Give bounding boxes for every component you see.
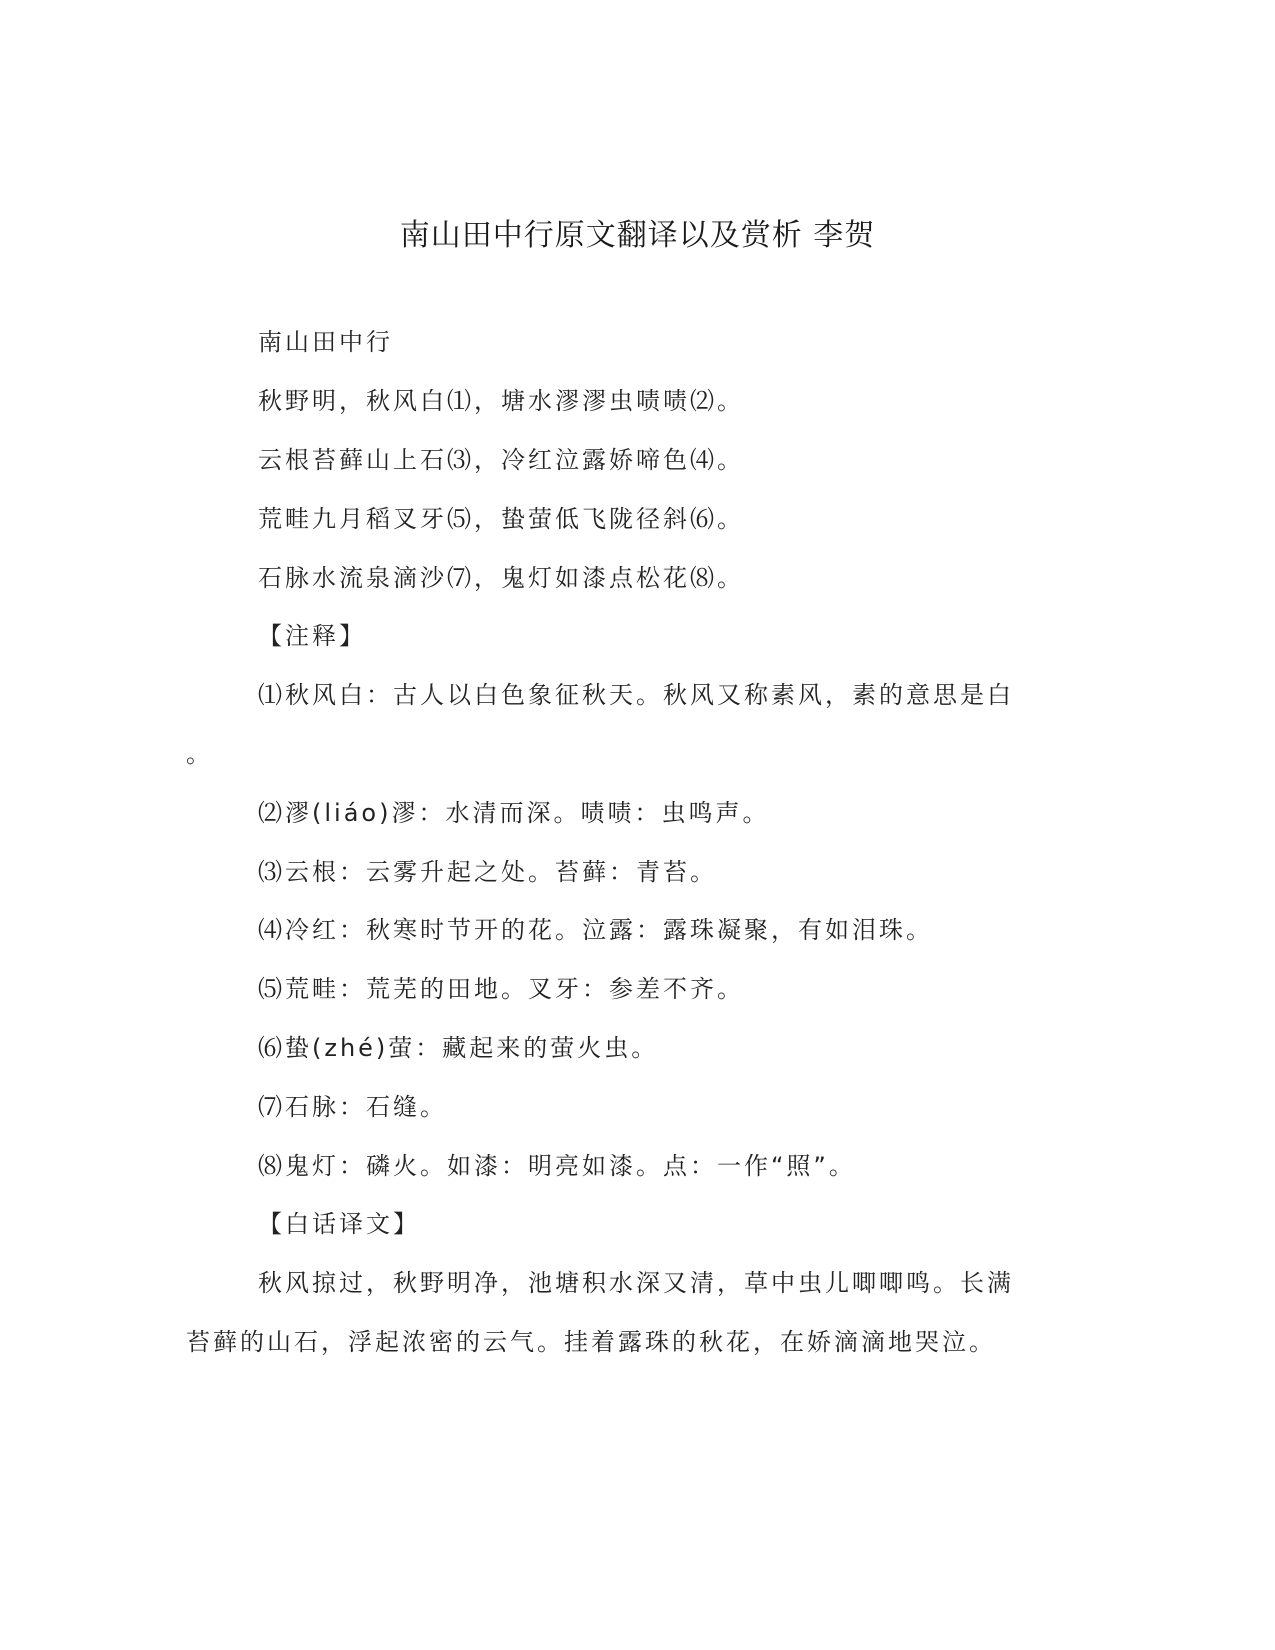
poem-line-3: 荒畦九月稻叉牙⑸，蛰萤低飞陇径斜⑹。 <box>258 505 744 533</box>
translation-line-2: 苔藓的山石，浮起浓密的云气。挂着露珠的秋花，在娇滴滴地哭泣。 <box>186 1328 996 1356</box>
document-title: 南山田中行原文翻译以及赏析 李贺 <box>399 218 876 253</box>
note-7: ⑺石脉：石缝。 <box>258 1093 447 1121</box>
note-6: ⑹蛰(zhé)萤：藏起来的萤火虫。 <box>258 1034 659 1062</box>
poem-line-2: 云根苔藓山上石⑶，冷红泣露娇啼色⑷。 <box>258 446 744 474</box>
note-1-continuation: 。 <box>186 740 213 768</box>
translation-heading: 【白话译文】 <box>258 1210 420 1238</box>
translation-line-1: 秋风掠过，秋野明净，池塘积水深又清，草中虫儿唧唧鸣。长满 <box>258 1269 1014 1297</box>
note-8: ⑻鬼灯：磷火。如漆：明亮如漆。点：一作“照”。 <box>258 1152 856 1180</box>
notes-heading: 【注释】 <box>258 622 366 650</box>
note-3: ⑶云根：云雾升起之处。苔藓：青苔。 <box>258 858 717 886</box>
note-1: ⑴秋风白：古人以白色象征秋天。秋风又称素风，素的意思是白 <box>258 681 1014 709</box>
note-5: ⑸荒畦：荒芜的田地。叉牙：参差不齐。 <box>258 975 744 1003</box>
note-4: ⑷冷红：秋寒时节开的花。泣露：露珠凝聚，有如泪珠。 <box>258 916 933 944</box>
note-2: ⑵漻(liáo)漻：水清而深。啧啧：虫鸣声。 <box>258 799 770 827</box>
poem-heading: 南山田中行 <box>258 328 393 356</box>
poem-line-1: 秋野明，秋风白⑴，塘水漻漻虫啧啧⑵。 <box>258 387 744 415</box>
poem-line-4: 石脉水流泉滴沙⑺，鬼灯如漆点松花⑻。 <box>258 564 744 592</box>
